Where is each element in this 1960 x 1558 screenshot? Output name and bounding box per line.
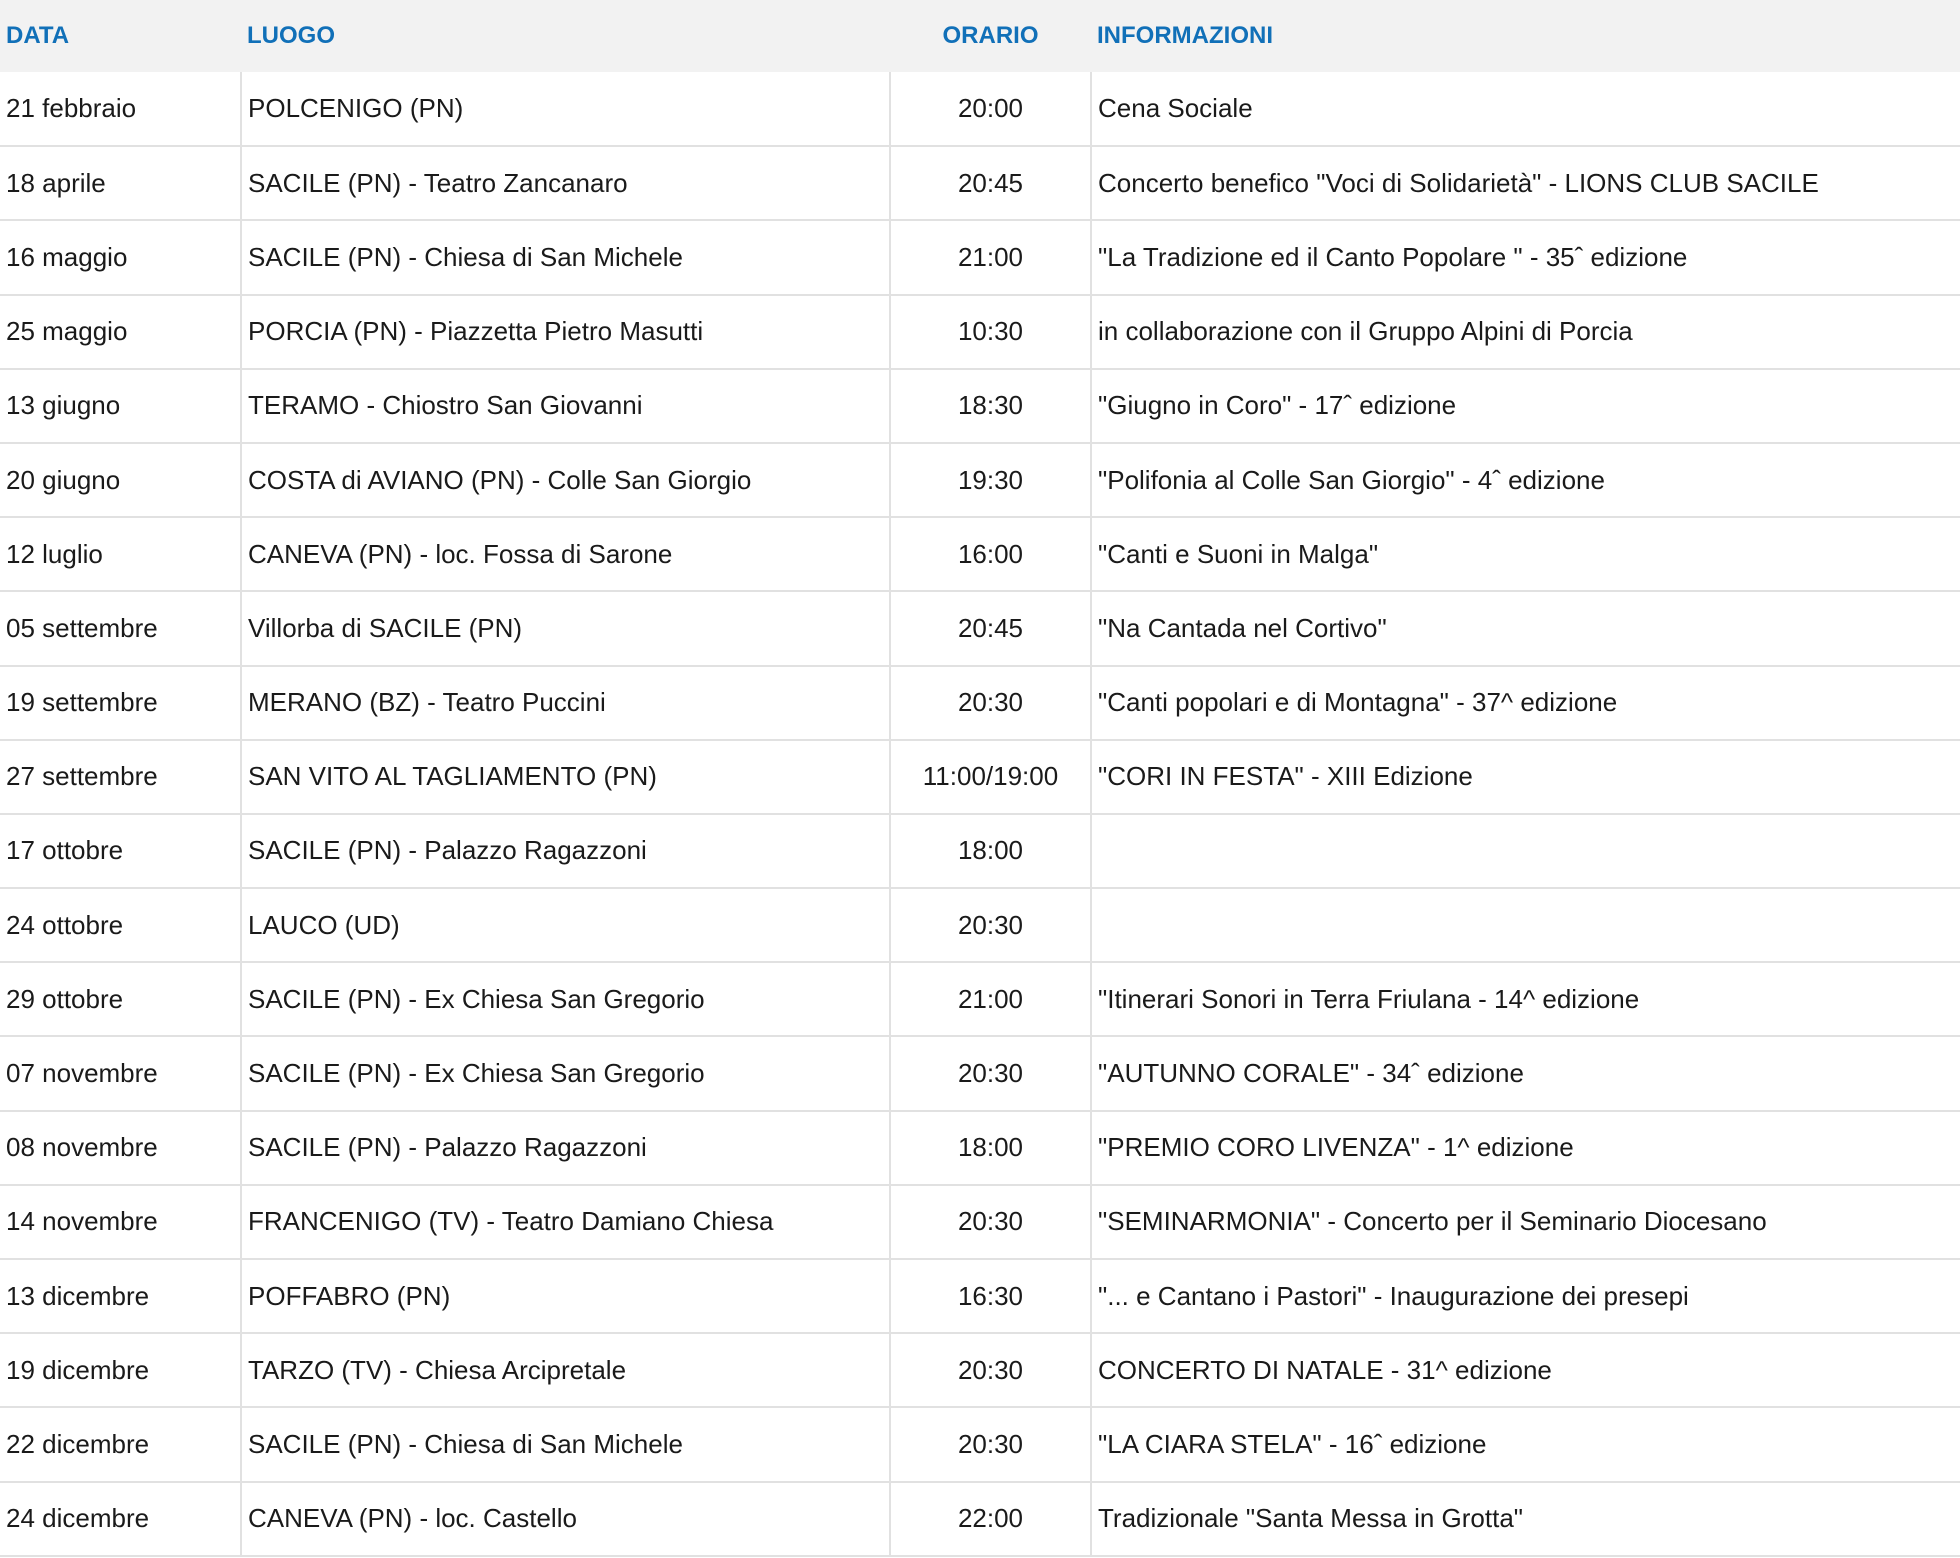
cell-info: "PREMIO CORO LIVENZA" - 1^ edizione [1091, 1111, 1960, 1185]
table-row [0, 740, 1960, 814]
table-row [0, 1482, 1960, 1556]
cell-date: 13 giugno [0, 369, 241, 443]
cell-time: 10:30 [890, 295, 1091, 369]
cell-time: 11:00/19:00 [890, 740, 1091, 814]
table-row [0, 1111, 1960, 1185]
cell-time: 20:30 [890, 666, 1091, 740]
cell-date: 25 maggio [0, 295, 241, 369]
cell-info: Concerto benefico "Voci di Solidarietà" - LIONS CLUB SACILE [1091, 146, 1960, 220]
cell-info [1091, 814, 1960, 888]
table-row [0, 1185, 1960, 1259]
cell-place: FRANCENIGO (TV) - Teatro Damiano Chiesa [241, 1185, 890, 1259]
cell-place: COSTA di AVIANO (PN) - Colle San Giorgio [241, 443, 890, 517]
cell-date: 18 aprile [0, 146, 241, 220]
cell-place: SAN VITO AL TAGLIAMENTO (PN) [241, 740, 890, 814]
cell-time: 20:30 [890, 1407, 1091, 1481]
cell-time: 20:30 [890, 1185, 1091, 1259]
table-row [0, 1036, 1960, 1110]
cell-info: in collaborazione con il Gruppo Alpini di Porcia [1091, 295, 1960, 369]
cell-time: 18:30 [890, 369, 1091, 443]
cell-date: 27 settembre [0, 740, 241, 814]
cell-place: SACILE (PN) - Chiesa di San Michele [241, 1407, 890, 1481]
cell-time: 20:30 [890, 1333, 1091, 1407]
cell-time: 16:30 [890, 1259, 1091, 1333]
cell-info: "LA CIARA STELA" - 16ˆ edizione [1091, 1407, 1960, 1481]
cell-time: 18:00 [890, 1111, 1091, 1185]
cell-date: 21 febbraio [0, 72, 241, 146]
cell-place: LAUCO (UD) [241, 888, 890, 962]
cell-time: 18:00 [890, 814, 1091, 888]
cell-date: 07 novembre [0, 1036, 241, 1110]
cell-date: 05 settembre [0, 591, 241, 665]
cell-place: SACILE (PN) - Teatro Zancanaro [241, 146, 890, 220]
cell-date: 19 settembre [0, 666, 241, 740]
cell-place: SACILE (PN) - Chiesa di San Michele [241, 220, 890, 294]
cell-date: 24 dicembre [0, 1482, 241, 1556]
cell-place: SACILE (PN) - Ex Chiesa San Gregorio [241, 1036, 890, 1110]
cell-date: 13 dicembre [0, 1259, 241, 1333]
cell-info: "AUTUNNO CORALE" - 34ˆ edizione [1091, 1036, 1960, 1110]
cell-date: 22 dicembre [0, 1407, 241, 1481]
cell-place: Villorba di SACILE (PN) [241, 591, 890, 665]
header-place: LUOGO [247, 22, 335, 49]
table-row [0, 72, 1960, 146]
cell-time: 21:00 [890, 962, 1091, 1036]
cell-place: POLCENIGO (PN) [241, 72, 890, 146]
cell-time: 20:30 [890, 1036, 1091, 1110]
cell-info: "La Tradizione ed il Canto Popolare " - 35ˆ edizione [1091, 220, 1960, 294]
cell-place: SACILE (PN) - Palazzo Ragazzoni [241, 1111, 890, 1185]
cell-info: "Na Cantada nel Cortivo" [1091, 591, 1960, 665]
cell-date: 14 novembre [0, 1185, 241, 1259]
cell-info: Tradizionale "Santa Messa in Grotta" [1091, 1482, 1960, 1556]
table-row [0, 666, 1960, 740]
table-row [0, 962, 1960, 1036]
cell-date: 12 luglio [0, 517, 241, 591]
cell-place: CANEVA (PN) - loc. Castello [241, 1482, 890, 1556]
table-row [0, 1407, 1960, 1481]
cell-time: 16:00 [890, 517, 1091, 591]
cell-place: MERANO (BZ) - Teatro Puccini [241, 666, 890, 740]
cell-date: 29 ottobre [0, 962, 241, 1036]
cell-time: 22:00 [890, 1482, 1091, 1556]
cell-place: SACILE (PN) - Ex Chiesa San Gregorio [241, 962, 890, 1036]
cell-time: 21:00 [890, 220, 1091, 294]
cell-place: CANEVA (PN) - loc. Fossa di Sarone [241, 517, 890, 591]
table-row [0, 1333, 1960, 1407]
cell-info: "SEMINARMONIA" - Concerto per il Seminario Diocesano [1091, 1185, 1960, 1259]
cell-place: TARZO (TV) - Chiesa Arcipretale [241, 1333, 890, 1407]
cell-time: 20:45 [890, 591, 1091, 665]
header-time: ORARIO [942, 22, 1039, 49]
table-row [0, 295, 1960, 369]
cell-info: "CORI IN FESTA" - XIII Edizione [1091, 740, 1960, 814]
table-row [0, 517, 1960, 591]
cell-info: "Canti popolari e di Montagna" - 37^ edizione [1091, 666, 1960, 740]
table-row [0, 369, 1960, 443]
cell-info: "Polifonia al Colle San Giorgio" - 4ˆ edizione [1091, 443, 1960, 517]
table-row [0, 220, 1960, 294]
cell-time: 20:45 [890, 146, 1091, 220]
cell-info: "Itinerari Sonori in Terra Friulana - 14^ edizione [1091, 962, 1960, 1036]
cell-date: 24 ottobre [0, 888, 241, 962]
table-row [0, 814, 1960, 888]
cell-info: "... e Cantano i Pastori" - Inaugurazione dei presepi [1091, 1259, 1960, 1333]
header-date: DATA [6, 22, 70, 49]
header-info: INFORMAZIONI [1097, 22, 1273, 49]
cell-date: 16 maggio [0, 220, 241, 294]
table-row [0, 146, 1960, 220]
cell-place: POFFABRO (PN) [241, 1259, 890, 1333]
cell-info [1091, 888, 1960, 962]
header-row [0, 0, 1960, 72]
cell-time: 20:00 [890, 72, 1091, 146]
cell-date: 20 giugno [0, 443, 241, 517]
table-row [0, 1259, 1960, 1333]
cell-info: "Giugno in Coro" - 17ˆ edizione [1091, 369, 1960, 443]
cell-date: 17 ottobre [0, 814, 241, 888]
cell-date: 08 novembre [0, 1111, 241, 1185]
cell-place: TERAMO - Chiostro San Giovanni [241, 369, 890, 443]
table-row [0, 443, 1960, 517]
cell-place: PORCIA (PN) - Piazzetta Pietro Masutti [241, 295, 890, 369]
cell-date: 19 dicembre [0, 1333, 241, 1407]
cell-info: CONCERTO DI NATALE - 31^ edizione [1091, 1333, 1960, 1407]
cell-info: "Canti e Suoni in Malga" [1091, 517, 1960, 591]
cell-time: 19:30 [890, 443, 1091, 517]
table-row [0, 591, 1960, 665]
table-row [0, 888, 1960, 962]
table-body [0, 72, 1960, 1556]
cell-info: Cena Sociale [1091, 72, 1960, 146]
cell-time: 20:30 [890, 888, 1091, 962]
cell-place: SACILE (PN) - Palazzo Ragazzoni [241, 814, 890, 888]
table-header [0, 0, 1960, 72]
